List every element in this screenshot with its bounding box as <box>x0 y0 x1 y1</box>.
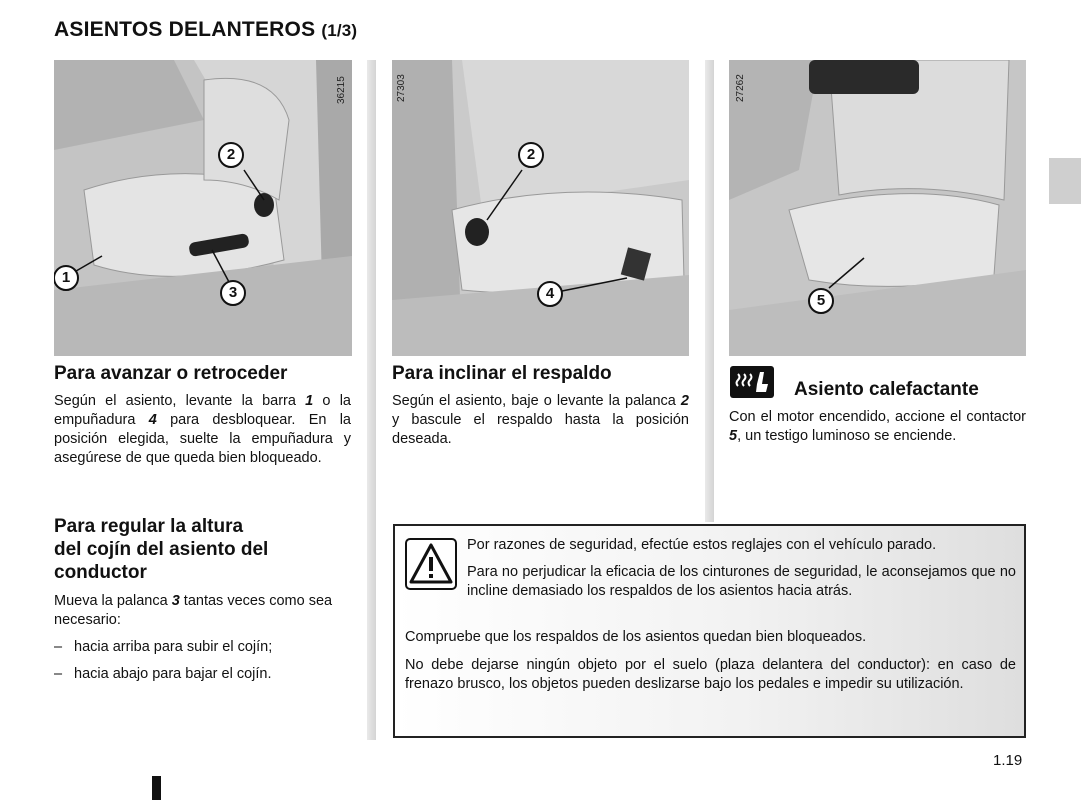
figure-ref: 27262 <box>735 74 746 102</box>
ref-number: 5 <box>729 428 738 444</box>
list-item: – hacia arriba para subir el cojín; <box>54 639 273 655</box>
column-separator <box>367 60 376 740</box>
warning-paragraph: Por razones de seguridad, efectúe estos reglajes con el vehículo parado. <box>467 537 937 553</box>
ref-number: 4 <box>148 412 157 428</box>
figure-ref: 27303 <box>396 74 407 102</box>
section-text-heated: Con el motor encendido, accione el contactor 5, un testigo luminoso se enciende. <box>729 409 1026 444</box>
seat-photo-2 <box>392 60 689 356</box>
column-separator <box>705 60 714 522</box>
callout-2: 2 <box>218 142 244 168</box>
seat-illustration <box>54 60 352 356</box>
section-heading-recline: Para inclinar el respaldo <box>392 363 612 384</box>
page-number: 1.19 <box>993 752 1023 769</box>
warning-paragraph: Compruebe que los respaldos de los asientos quedan bien bloqueados. <box>405 629 867 645</box>
seat-illustration <box>729 60 1026 356</box>
section-heading-heated: Asiento calefactante <box>794 379 979 400</box>
section-heading-advance: Para avanzar o retroceder <box>54 363 288 384</box>
section-text-height: Mueva la palanca 3 tantas veces como sea necesario: <box>54 593 333 628</box>
seat-illustration <box>392 60 689 356</box>
ref-number: 3 <box>171 593 180 609</box>
callout-1: 1 <box>54 265 79 291</box>
list-item: – hacia abajo para bajar el cojín. <box>54 666 272 682</box>
page-title: ASIENTOS DELANTEROS (1/3) <box>54 18 358 41</box>
section-text-recline: Según el asiento, baje o levante la palanca 2 y bascule el respaldo hasta la posición deseada. <box>392 393 689 447</box>
section-tab <box>1049 158 1081 204</box>
warning-box <box>393 524 1026 738</box>
ref-number: 2 <box>680 393 689 409</box>
callout-4: 4 <box>537 281 563 307</box>
warning-paragraph: Para no perjudicar la eficacia de los cinturones de seguridad, le aconsejamos que no incline demasiado los respaldos de los asientos hacia atrás. <box>467 564 1016 599</box>
callout-5: 5 <box>808 288 834 314</box>
crop-mark <box>152 776 161 800</box>
warning-icon <box>405 538 457 590</box>
callout-3: 3 <box>220 280 246 306</box>
seat-photo-3 <box>729 60 1026 356</box>
section-text-advance: Según el asiento, levante la barra 1 o la empuñadura 4 para desbloquear. En la posición elegida, suelte la empuñadura y asegúrese de que queda bien bloqueado. <box>54 393 351 466</box>
warning-paragraph: No debe dejarse ningún objeto por el suelo (plaza delantera del conductor): en caso de frenazo brusco, los objetos pueden deslizarse bajo los pedales e impedir su utilización. <box>405 657 1016 692</box>
page-subtitle: (1/3) <box>321 21 358 40</box>
heated-seat-icon <box>730 366 774 398</box>
section-heading-height: Para regular la altura del cojín del asiento del conductor <box>54 516 269 583</box>
ref-number: 1 <box>305 393 314 409</box>
figure-ref: 36215 <box>336 76 347 104</box>
callout-2: 2 <box>518 142 544 168</box>
seat-photo-1 <box>54 60 352 356</box>
